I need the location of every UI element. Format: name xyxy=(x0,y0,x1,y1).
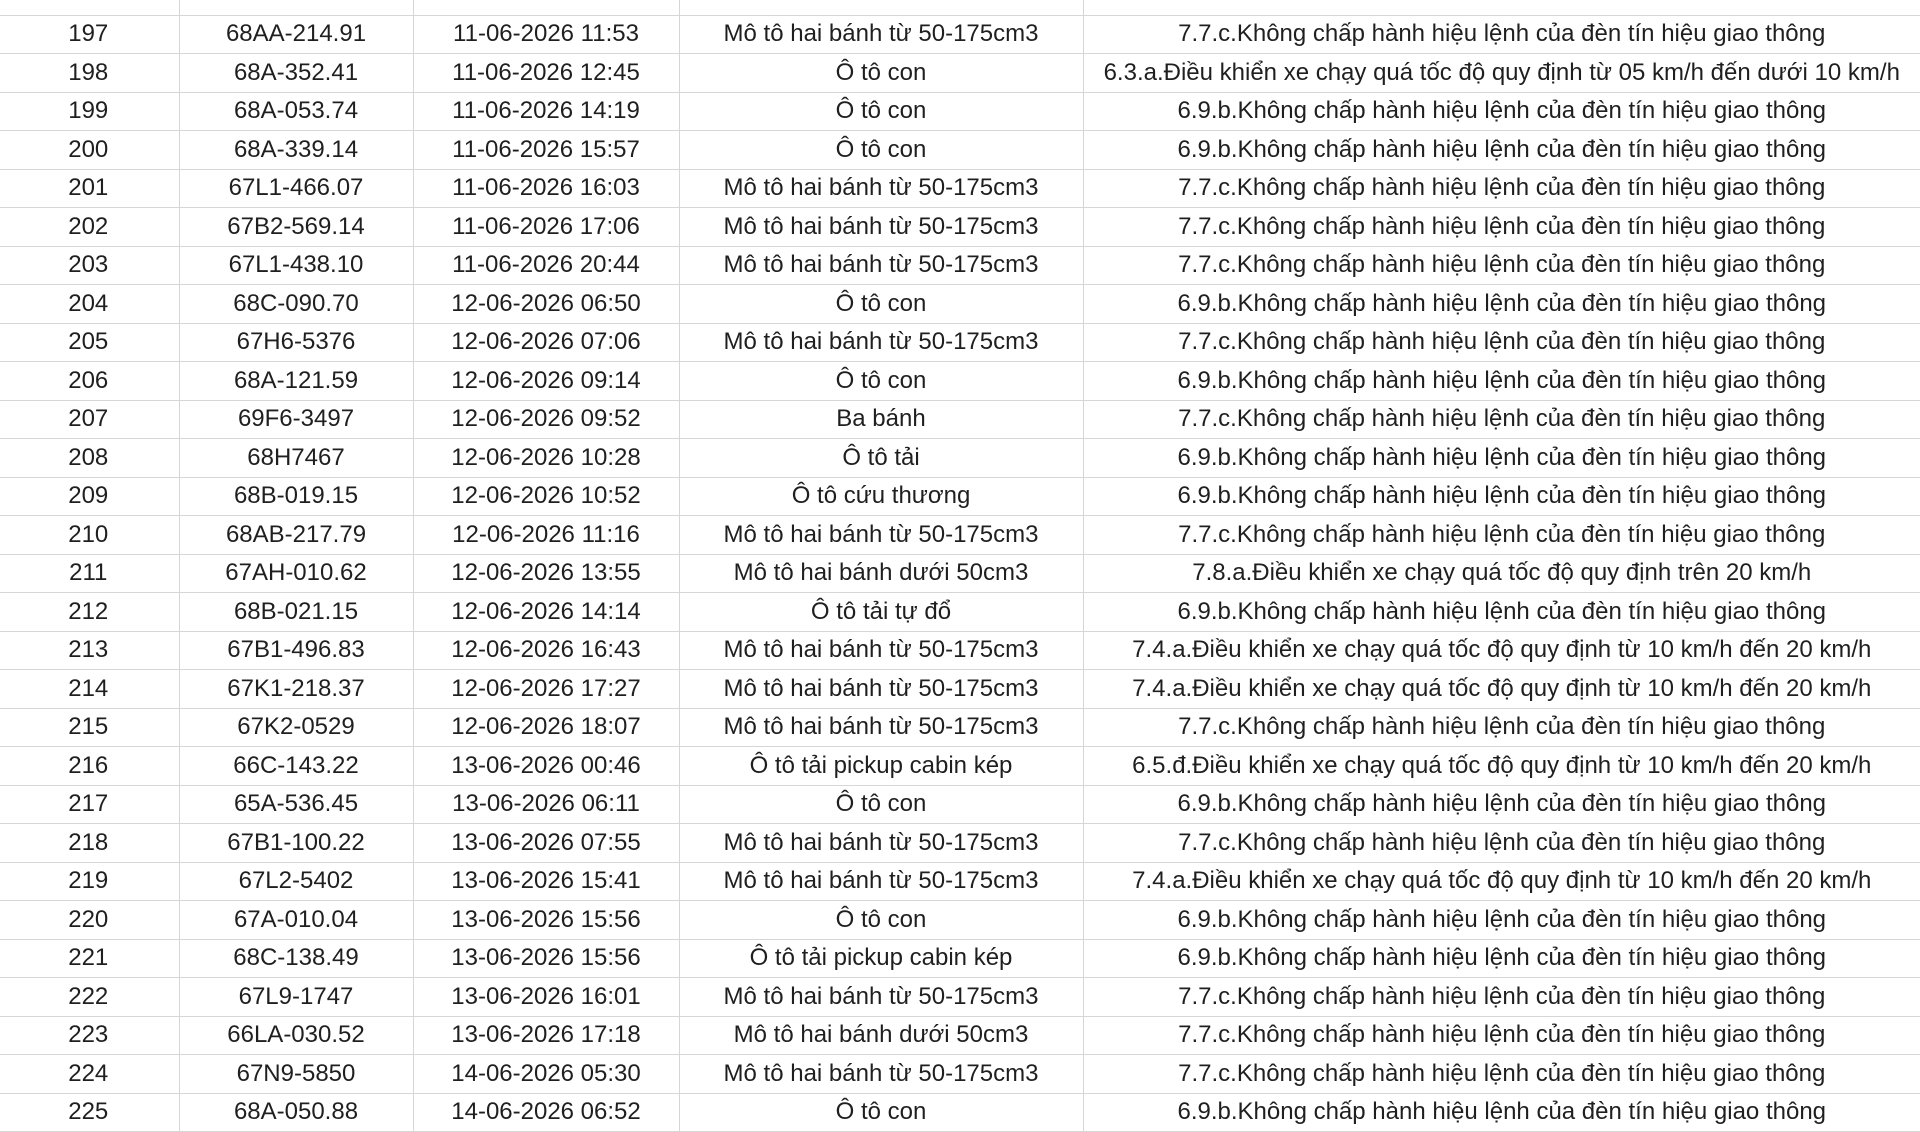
cell-violation[interactable]: 7.7.c.Không chấp hành hiệu lệnh của đèn tín hiệu giao thông xyxy=(1083,169,1920,208)
cell-violation[interactable]: 6.3.a.Điều khiển xe chạy quá tốc độ quy định từ 05 km/h đến dưới 10 km/h xyxy=(1083,54,1920,93)
cell-vehicle-type[interactable]: Ô tô tải xyxy=(679,439,1083,478)
table-row[interactable] xyxy=(0,747,1920,786)
table-row[interactable] xyxy=(0,439,1920,478)
cell-plate[interactable]: 68AA-214.91 xyxy=(179,15,413,54)
cell-time[interactable]: 11-06-2026 20:44 xyxy=(413,246,679,285)
cell-violation[interactable]: 6.9.b.Không chấp hành hiệu lệnh của đèn tín hiệu giao thông xyxy=(1083,439,1920,478)
cell-violation[interactable]: 6.9.b.Không chấp hành hiệu lệnh của đèn tín hiệu giao thông xyxy=(1083,939,1920,978)
table-row[interactable] xyxy=(0,54,1920,93)
table-row[interactable] xyxy=(0,169,1920,208)
cell-vehicle-type[interactable]: Mô tô hai bánh từ 50-175cm3 xyxy=(679,15,1083,54)
cell-stt[interactable]: 220 xyxy=(0,901,179,940)
cell-violation[interactable]: 6.9.b.Không chấp hành hiệu lệnh của đèn tín hiệu giao thông xyxy=(1083,785,1920,824)
cell-time[interactable]: 14-06-2026 05:30 xyxy=(413,1055,679,1094)
table-row-top-edge xyxy=(0,0,1920,15)
cell-violation[interactable]: 7.7.c.Không chấp hành hiệu lệnh của đèn tín hiệu giao thông xyxy=(1083,1016,1920,1055)
cell-time[interactable]: 12-06-2026 14:14 xyxy=(413,593,679,632)
cell-time[interactable]: 12-06-2026 07:06 xyxy=(413,323,679,362)
cell-plate[interactable]: 66LA-030.52 xyxy=(179,1016,413,1055)
table-row[interactable] xyxy=(0,862,1920,901)
cell-plate[interactable]: 67K1-218.37 xyxy=(179,670,413,709)
cell-time[interactable]: 13-06-2026 15:56 xyxy=(413,901,679,940)
cell-violation[interactable]: 7.7.c.Không chấp hành hiệu lệnh của đèn tín hiệu giao thông xyxy=(1083,978,1920,1017)
table-row[interactable] xyxy=(0,554,1920,593)
cell-time[interactable]: 11-06-2026 17:06 xyxy=(413,208,679,247)
cell-vehicle-type[interactable]: Ô tô con xyxy=(679,131,1083,170)
table-row[interactable] xyxy=(0,824,1920,863)
cell-vehicle-type[interactable]: Mô tô hai bánh từ 50-175cm3 xyxy=(679,824,1083,863)
cell-stt[interactable]: 223 xyxy=(0,1016,179,1055)
cell-plate[interactable]: 69F6-3497 xyxy=(179,400,413,439)
cell-violation[interactable]: 7.7.c.Không chấp hành hiệu lệnh của đèn tín hiệu giao thông xyxy=(1083,208,1920,247)
table-row[interactable] xyxy=(0,323,1920,362)
cell-vehicle-type[interactable]: Mô tô hai bánh từ 50-175cm3 xyxy=(679,208,1083,247)
cell-violation[interactable]: 6.9.b.Không chấp hành hiệu lệnh của đèn tín hiệu giao thông xyxy=(1083,131,1920,170)
cell-time[interactable]: 12-06-2026 11:16 xyxy=(413,516,679,555)
cell-vehicle-type[interactable]: Ô tô con xyxy=(679,285,1083,324)
cell-vehicle-type[interactable]: Mô tô hai bánh từ 50-175cm3 xyxy=(679,323,1083,362)
cell-stt[interactable]: 207 xyxy=(0,400,179,439)
cell-violation[interactable]: 7.4.a.Điều khiển xe chạy quá tốc độ quy định từ 10 km/h đến 20 km/h xyxy=(1083,631,1920,670)
cell-violation[interactable] xyxy=(1083,0,1920,15)
cell-violation[interactable]: 6.9.b.Không chấp hành hiệu lệnh của đèn tín hiệu giao thông xyxy=(1083,92,1920,131)
cell-vehicle-type[interactable]: Ô tô con xyxy=(679,362,1083,401)
table-row[interactable] xyxy=(0,15,1920,54)
cell-plate[interactable]: 67B1-100.22 xyxy=(179,824,413,863)
cell-plate[interactable]: 66C-143.22 xyxy=(179,747,413,786)
cell-stt[interactable]: 200 xyxy=(0,131,179,170)
cell-vehicle-type[interactable]: Ô tô tải tự đổ xyxy=(679,593,1083,632)
cell-plate[interactable]: 67L2-5402 xyxy=(179,862,413,901)
cell-stt[interactable]: 225 xyxy=(0,1093,179,1132)
cell-plate[interactable]: 68A-339.14 xyxy=(179,131,413,170)
cell-vehicle-type[interactable]: Mô tô hai bánh từ 50-175cm3 xyxy=(679,169,1083,208)
cell-time[interactable]: 12-06-2026 09:14 xyxy=(413,362,679,401)
table-row[interactable] xyxy=(0,92,1920,131)
cell-stt[interactable]: 205 xyxy=(0,323,179,362)
table-row[interactable] xyxy=(0,978,1920,1017)
cell-plate[interactable]: 67H6-5376 xyxy=(179,323,413,362)
table-row[interactable] xyxy=(0,901,1920,940)
cell-vehicle-type[interactable]: Ô tô cứu thương xyxy=(679,477,1083,516)
cell-plate[interactable]: 68A-050.88 xyxy=(179,1093,413,1132)
cell-plate[interactable]: 67A-010.04 xyxy=(179,901,413,940)
cell-vehicle-type[interactable]: Mô tô hai bánh dưới 50cm3 xyxy=(679,554,1083,593)
table-row[interactable] xyxy=(0,1016,1920,1055)
cell-stt[interactable]: 210 xyxy=(0,516,179,555)
cell-time[interactable]: 13-06-2026 07:55 xyxy=(413,824,679,863)
cell-violation[interactable]: 6.9.b.Không chấp hành hiệu lệnh của đèn tín hiệu giao thông xyxy=(1083,901,1920,940)
table-row[interactable] xyxy=(0,246,1920,285)
table-row[interactable] xyxy=(0,131,1920,170)
table-row[interactable] xyxy=(0,631,1920,670)
cell-time[interactable]: 12-06-2026 10:28 xyxy=(413,439,679,478)
cell-plate[interactable]: 68B-019.15 xyxy=(179,477,413,516)
cell-vehicle-type[interactable]: Ô tô con xyxy=(679,92,1083,131)
cell-stt[interactable]: 224 xyxy=(0,1055,179,1094)
cell-plate[interactable]: 67N9-5850 xyxy=(179,1055,413,1094)
table-row[interactable] xyxy=(0,400,1920,439)
table-row[interactable] xyxy=(0,593,1920,632)
cell-time[interactable]: 12-06-2026 13:55 xyxy=(413,554,679,593)
cell-violation[interactable]: 6.9.b.Không chấp hành hiệu lệnh của đèn tín hiệu giao thông xyxy=(1083,285,1920,324)
cell-vehicle-type[interactable]: Ô tô con xyxy=(679,1093,1083,1132)
cell-time[interactable]: 12-06-2026 18:07 xyxy=(413,708,679,747)
cell-vehicle-type[interactable]: Ô tô con xyxy=(679,54,1083,93)
cell-stt[interactable]: 209 xyxy=(0,477,179,516)
cell-time[interactable]: 11-06-2026 12:45 xyxy=(413,54,679,93)
cell-stt[interactable]: 208 xyxy=(0,439,179,478)
cell-time[interactable]: 14-06-2026 06:52 xyxy=(413,1093,679,1132)
cell-stt[interactable]: 211 xyxy=(0,554,179,593)
cell-stt[interactable]: 218 xyxy=(0,824,179,863)
cell-stt[interactable]: 215 xyxy=(0,708,179,747)
cell-plate[interactable] xyxy=(179,0,413,15)
cell-violation[interactable]: 7.7.c.Không chấp hành hiệu lệnh của đèn tín hiệu giao thông xyxy=(1083,708,1920,747)
cell-violation[interactable]: 7.7.c.Không chấp hành hiệu lệnh của đèn tín hiệu giao thông xyxy=(1083,516,1920,555)
cell-vehicle-type[interactable]: Mô tô hai bánh từ 50-175cm3 xyxy=(679,246,1083,285)
cell-stt[interactable]: 197 xyxy=(0,15,179,54)
cell-time[interactable]: 13-06-2026 16:01 xyxy=(413,978,679,1017)
cell-stt[interactable]: 221 xyxy=(0,939,179,978)
cell-stt[interactable] xyxy=(0,0,179,15)
cell-plate[interactable]: 65A-536.45 xyxy=(179,785,413,824)
cell-plate[interactable]: 68A-053.74 xyxy=(179,92,413,131)
cell-stt[interactable]: 203 xyxy=(0,246,179,285)
cell-plate[interactable]: 68A-352.41 xyxy=(179,54,413,93)
cell-plate[interactable]: 68A-121.59 xyxy=(179,362,413,401)
cell-time[interactable]: 13-06-2026 17:18 xyxy=(413,1016,679,1055)
cell-time[interactable]: 13-06-2026 06:11 xyxy=(413,785,679,824)
cell-time[interactable]: 11-06-2026 14:19 xyxy=(413,92,679,131)
table-row[interactable] xyxy=(0,362,1920,401)
cell-violation[interactable]: 6.5.đ.Điều khiển xe chạy quá tốc độ quy định từ 10 km/h đến 20 km/h xyxy=(1083,747,1920,786)
table-row[interactable] xyxy=(0,285,1920,324)
cell-plate[interactable]: 68C-090.70 xyxy=(179,285,413,324)
cell-time[interactable] xyxy=(413,0,679,15)
cell-plate[interactable]: 68B-021.15 xyxy=(179,593,413,632)
cell-violation[interactable]: 7.7.c.Không chấp hành hiệu lệnh của đèn tín hiệu giao thông xyxy=(1083,15,1920,54)
cell-vehicle-type[interactable]: Ba bánh xyxy=(679,400,1083,439)
cell-violation[interactable]: 7.4.a.Điều khiển xe chạy quá tốc độ quy định từ 10 km/h đến 20 km/h xyxy=(1083,670,1920,709)
cell-plate[interactable]: 67AH-010.62 xyxy=(179,554,413,593)
cell-stt[interactable]: 216 xyxy=(0,747,179,786)
cell-time[interactable]: 12-06-2026 09:52 xyxy=(413,400,679,439)
cell-plate[interactable]: 68C-138.49 xyxy=(179,939,413,978)
cell-stt[interactable]: 214 xyxy=(0,670,179,709)
cell-time[interactable]: 11-06-2026 16:03 xyxy=(413,169,679,208)
cell-plate[interactable]: 67L1-466.07 xyxy=(179,169,413,208)
cell-time[interactable]: 13-06-2026 00:46 xyxy=(413,747,679,786)
table-row[interactable] xyxy=(0,785,1920,824)
cell-violation[interactable]: 7.8.a.Điều khiển xe chạy quá tốc độ quy định trên 20 km/h xyxy=(1083,554,1920,593)
cell-violation[interactable]: 7.7.c.Không chấp hành hiệu lệnh của đèn tín hiệu giao thông xyxy=(1083,323,1920,362)
cell-time[interactable]: 12-06-2026 17:27 xyxy=(413,670,679,709)
table-row[interactable] xyxy=(0,939,1920,978)
table-row-partial[interactable] xyxy=(0,1093,1920,1132)
cell-stt[interactable]: 219 xyxy=(0,862,179,901)
cell-vehicle-type[interactable]: Ô tô tải pickup cabin kép xyxy=(679,747,1083,786)
cell-violation[interactable]: 7.7.c.Không chấp hành hiệu lệnh của đèn tín hiệu giao thông xyxy=(1083,1055,1920,1094)
cell-vehicle-type[interactable]: Ô tô con xyxy=(679,901,1083,940)
cell-stt[interactable]: 206 xyxy=(0,362,179,401)
cell-vehicle-type[interactable]: Mô tô hai bánh từ 50-175cm3 xyxy=(679,708,1083,747)
cell-stt[interactable]: 202 xyxy=(0,208,179,247)
cell-stt[interactable]: 198 xyxy=(0,54,179,93)
cell-vehicle-type[interactable]: Ô tô tải pickup cabin kép xyxy=(679,939,1083,978)
table-row[interactable] xyxy=(0,208,1920,247)
cell-violation[interactable]: 7.7.c.Không chấp hành hiệu lệnh của đèn tín hiệu giao thông xyxy=(1083,824,1920,863)
cell-violation[interactable]: 7.4.a.Điều khiển xe chạy quá tốc độ quy định từ 10 km/h đến 20 km/h xyxy=(1083,862,1920,901)
cell-vehicle-type[interactable]: Mô tô hai bánh dưới 50cm3 xyxy=(679,1016,1083,1055)
cell-vehicle-type[interactable] xyxy=(679,0,1083,15)
table-row[interactable] xyxy=(0,1055,1920,1094)
cell-violation[interactable]: 6.9.b.Không chấp hành hiệu lệnh của đèn tín hiệu giao thông xyxy=(1083,477,1920,516)
cell-plate[interactable]: 67B2-569.14 xyxy=(179,208,413,247)
cell-stt[interactable]: 199 xyxy=(0,92,179,131)
cell-vehicle-type[interactable]: Mô tô hai bánh từ 50-175cm3 xyxy=(679,1055,1083,1094)
cell-stt[interactable]: 217 xyxy=(0,785,179,824)
cell-violation[interactable]: 7.7.c.Không chấp hành hiệu lệnh của đèn tín hiệu giao thông xyxy=(1083,246,1920,285)
cell-time[interactable]: 11-06-2026 11:53 xyxy=(413,15,679,54)
cell-time[interactable]: 12-06-2026 10:52 xyxy=(413,477,679,516)
cell-time[interactable]: 13-06-2026 15:56 xyxy=(413,939,679,978)
cell-stt[interactable]: 204 xyxy=(0,285,179,324)
cell-vehicle-type[interactable]: Mô tô hai bánh từ 50-175cm3 xyxy=(679,978,1083,1017)
cell-plate[interactable]: 67L9-1747 xyxy=(179,978,413,1017)
cell-vehicle-type[interactable]: Mô tô hai bánh từ 50-175cm3 xyxy=(679,631,1083,670)
cell-time[interactable]: 11-06-2026 15:57 xyxy=(413,131,679,170)
cell-plate[interactable]: 67K2-0529 xyxy=(179,708,413,747)
table-row[interactable] xyxy=(0,670,1920,709)
cell-vehicle-type[interactable]: Mô tô hai bánh từ 50-175cm3 xyxy=(679,862,1083,901)
cell-stt[interactable]: 222 xyxy=(0,978,179,1017)
table-row[interactable] xyxy=(0,516,1920,555)
cell-time[interactable]: 13-06-2026 15:41 xyxy=(413,862,679,901)
cell-stt[interactable]: 212 xyxy=(0,593,179,632)
cell-violation[interactable]: 7.7.c.Không chấp hành hiệu lệnh của đèn tín hiệu giao thông xyxy=(1083,400,1920,439)
cell-plate[interactable]: 67L1-438.10 xyxy=(179,246,413,285)
cell-time[interactable]: 12-06-2026 06:50 xyxy=(413,285,679,324)
cell-plate[interactable]: 68H7467 xyxy=(179,439,413,478)
table-row[interactable] xyxy=(0,477,1920,516)
cell-stt[interactable]: 201 xyxy=(0,169,179,208)
cell-plate[interactable]: 68AB-217.79 xyxy=(179,516,413,555)
cell-vehicle-type[interactable]: Ô tô con xyxy=(679,785,1083,824)
cell-plate[interactable]: 67B1-496.83 xyxy=(179,631,413,670)
cell-stt[interactable]: 213 xyxy=(0,631,179,670)
cell-vehicle-type[interactable]: Mô tô hai bánh từ 50-175cm3 xyxy=(679,670,1083,709)
cell-violation[interactable]: 6.9.b.Không chấp hành hiệu lệnh của đèn tín hiệu giao thông xyxy=(1083,1093,1920,1132)
table-row[interactable] xyxy=(0,708,1920,747)
cell-vehicle-type[interactable]: Mô tô hai bánh từ 50-175cm3 xyxy=(679,516,1083,555)
cell-violation[interactable]: 6.9.b.Không chấp hành hiệu lệnh của đèn tín hiệu giao thông xyxy=(1083,593,1920,632)
cell-time[interactable]: 12-06-2026 16:43 xyxy=(413,631,679,670)
cell-violation[interactable]: 6.9.b.Không chấp hành hiệu lệnh của đèn tín hiệu giao thông xyxy=(1083,362,1920,401)
